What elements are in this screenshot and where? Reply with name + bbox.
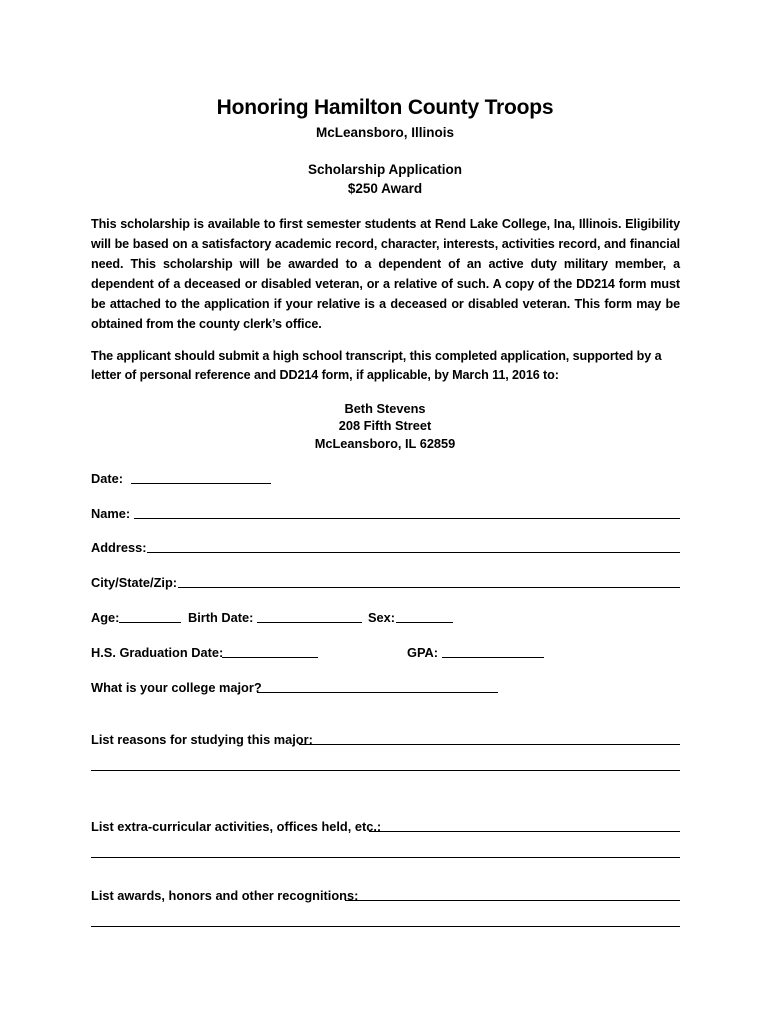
gpa-label: GPA: bbox=[407, 645, 439, 660]
form-name: Scholarship Application bbox=[307, 162, 463, 177]
eligibility-paragraph: This scholarship is available to first semester students at Rend Lake College, Ina, Illinois. Eligibility will be based on a satisfactory academic record, character, interests, activities record, and financial need. This scholarship will be awarded to a dependent of an active duty military member, a dependent of a deceased or disabled veteran, or a relative of such. A copy of the DD214 form must be attached to the application if your relative is a deceased or disabled veteran. This form may be obtained from the county clerk’s office. bbox=[91, 217, 680, 331]
hs-graduation-date-field[interactable] bbox=[222, 657, 318, 658]
awards-field-line-1[interactable] bbox=[345, 900, 680, 901]
gpa-field[interactable] bbox=[442, 657, 544, 658]
city-state-zip-field[interactable] bbox=[178, 587, 680, 588]
birth-date-field[interactable] bbox=[257, 622, 362, 623]
age-field[interactable] bbox=[119, 622, 181, 623]
awards-label: List awards, honors and other recognitions: bbox=[91, 888, 359, 903]
hs-graduation-date-label: H.S. Graduation Date: bbox=[91, 645, 224, 660]
city-state-zip-label: City/State/Zip: bbox=[91, 575, 178, 590]
extracurricular-label: List extra-curricular activities, offices held, etc.: bbox=[91, 819, 382, 834]
date-field[interactable] bbox=[131, 483, 271, 484]
reasons-label: List reasons for studying this major: bbox=[91, 732, 313, 747]
reasons-field-line-2[interactable] bbox=[91, 770, 680, 771]
address-label: Address: bbox=[91, 540, 147, 555]
location-subtitle: McLeansboro, Illinois bbox=[315, 125, 455, 140]
age-label: Age: bbox=[91, 610, 120, 625]
address-field[interactable] bbox=[147, 552, 680, 553]
name-field[interactable] bbox=[134, 518, 680, 519]
date-label: Date: bbox=[91, 471, 123, 486]
awards-field-line-2[interactable] bbox=[91, 926, 680, 927]
reasons-field-line-1[interactable] bbox=[299, 744, 680, 745]
name-label: Name: bbox=[91, 506, 131, 521]
award-amount: $250 Award bbox=[347, 181, 423, 196]
recipient-street: 208 Fifth Street bbox=[338, 418, 432, 433]
sex-field[interactable] bbox=[396, 622, 453, 623]
extracurricular-field-line-1[interactable] bbox=[369, 831, 680, 832]
extracurricular-field-line-2[interactable] bbox=[91, 857, 680, 858]
recipient-city: McLeansboro, IL 62859 bbox=[314, 436, 456, 451]
submission-paragraph: The applicant should submit a high school transcript, this completed application, supported by a letter of personal reference and DD214 form, if applicable, by March 11, 2016 to: bbox=[91, 349, 662, 382]
birth-date-label: Birth Date: bbox=[188, 610, 254, 625]
college-major-label: What is your college major? bbox=[91, 680, 262, 695]
sex-label: Sex: bbox=[368, 610, 396, 625]
page-title: Honoring Hamilton County Troops bbox=[216, 96, 554, 119]
college-major-field[interactable] bbox=[257, 692, 498, 693]
recipient-name: Beth Stevens bbox=[344, 401, 426, 416]
